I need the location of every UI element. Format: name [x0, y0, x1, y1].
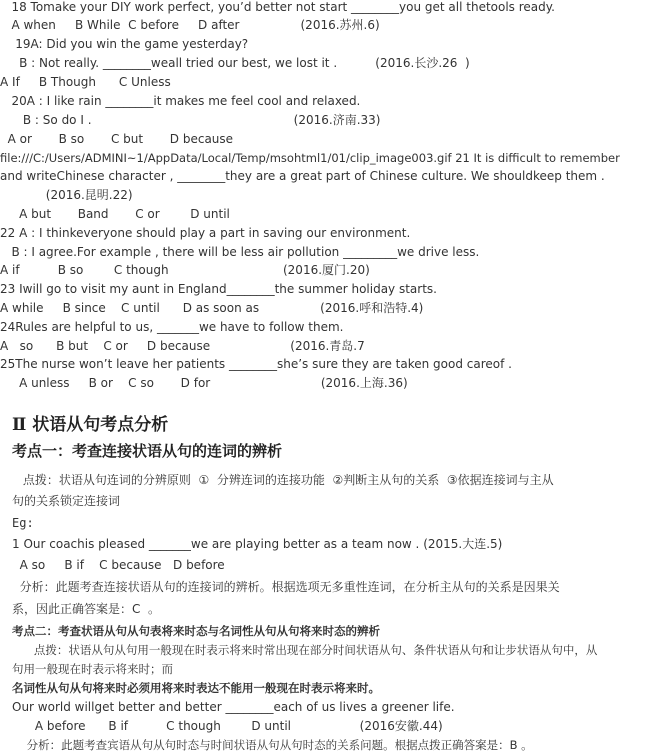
- question-24: 24Rules are helpful to us, _______we have to follow them.: [0, 320, 344, 334]
- eg-label: Eg:: [12, 516, 34, 530]
- point1-tip-line-a: 点拨：状语从句连词的分辨原则 ① 分辨连词的连接功能 ②判断主从句的关系 ③依据连接词与主从: [0, 473, 554, 487]
- point2-title: 考点二：考查状语从句从句表将来时态与名词性从句从句将来时态的辨析: [12, 624, 380, 638]
- question-21-line-a: file:///C:/Users/ADMINI~1/AppData/Local/Temp/msohtml1/01/clip_image003.gif 21 It is difficult to remember: [0, 151, 620, 165]
- example-2-options: A before B if C though D until (2016安徽.44): [12, 719, 443, 733]
- question-19-options: A If B Though C Unless: [0, 75, 171, 89]
- question-19-line-a: 19A: Did you win the game yesterday?: [0, 37, 249, 51]
- point2-tip-line-b: 句用一般现在时表示将来时；而: [12, 662, 173, 676]
- question-20-line-a: 20A : I like rain ________it makes me feel cool and relaxed.: [0, 94, 361, 108]
- example-1-analysis-a: 分析：此题考查连接状语从句的连接词的辨析。根据选项无多重性连词，在分析主从句的关系是因果关: [12, 580, 560, 594]
- question-25-options: A unless B or C so D for (2016.上海.36): [0, 376, 408, 390]
- question-20-line-b: B : So do I . (2016.济南.33): [0, 113, 381, 127]
- question-22-line-b: B : I agree.For example , there will be less air pollution _________we drive less.: [0, 245, 480, 259]
- point1-title: 考点一：考查连接状语从句的连词的辨析: [12, 442, 283, 460]
- point2-tip-line-a: 点拨：状语从句从句用一般现在时表示将来时常出现在部分时间状语从句、条件状语从句和让步状语从句中，从: [12, 643, 598, 657]
- question-22-options: A if B so C though (2016.厦门.20): [0, 263, 370, 277]
- question-23-options: A while B since C until D as soon as (2016.呼和浩特.4): [0, 301, 424, 315]
- point1-tip-line-b: 句的关系锁定连接词: [12, 494, 121, 508]
- question-21-line-c: (2016.昆明.22): [0, 188, 133, 202]
- example-2: Our world willget better and better ________each of us lives a greener life.: [12, 700, 455, 714]
- section-title: Ⅱ 状语从句考点分析: [12, 415, 169, 435]
- question-18: 18 Tomake your DIY work perfect, you’d better not start ________you get all thetools ready.: [0, 0, 555, 14]
- point2-tip-line-c: 名词性从句从句将来时必须用将来时表达不能用一般现在时表示将来时。: [12, 681, 380, 695]
- question-24-options: A so B but C or D because (2016.青岛.7: [0, 339, 365, 353]
- example-1-analysis-b: 系，因此正确答案是：C 。: [12, 602, 161, 616]
- question-21-line-b: and writeChinese character , ________they are a great part of Chinese culture. We shouldkeep them .: [0, 169, 605, 183]
- question-20-options: A or B so C but D because: [0, 132, 234, 146]
- example-1: 1 Our coachis pleased _______we are playing better as a team now . (2015.大连.5): [12, 537, 503, 551]
- question-18-options: A when B While C before D after (2016.苏州.6): [0, 18, 380, 32]
- question-21-options: A but Band C or D until: [0, 207, 230, 221]
- question-23: 23 Iwill go to visit my aunt in England________the summer holiday starts.: [0, 282, 437, 296]
- example-1-options: A so B if C because D before: [12, 558, 225, 572]
- question-19-line-b: B : Not really. ________weall tried our best, we lost it . (2016.长沙.26 ): [0, 56, 470, 70]
- example-2-analysis: 分析：此题考查宾语从句从句时态与时间状语从句从句时态的关系问题。根据点拨正确答案是：B 。: [12, 738, 533, 752]
- question-25: 25The nurse won’t leave her patients ________she’s sure they are taken good careof .: [0, 357, 512, 371]
- question-22-line-a: 22 A : I thinkeveryone should play a part in saving our environment.: [0, 226, 411, 240]
